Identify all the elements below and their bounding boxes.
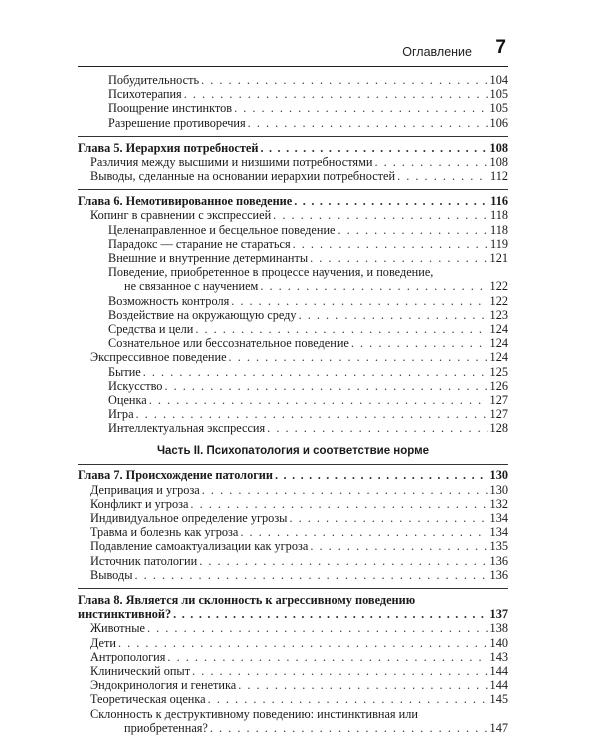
toc-chapter-7[interactable]: Глава 7. Происхождение патологии . . . 130	[78, 469, 508, 483]
toc-entry[interactable]: Дети . . . 140	[78, 636, 508, 650]
toc-entry[interactable]: Средства и цели . . . 124	[78, 322, 508, 336]
toc-chapter-6[interactable]: Глава 6. Немотивированное поведение . . . 116	[78, 194, 508, 208]
toc-entry[interactable]: Воздействие на окружающую среду . . . 123	[78, 308, 508, 322]
toc-entry[interactable]: Искусство . . . 126	[78, 379, 508, 393]
toc-entry[interactable]: Клинический опыт . . . 144	[78, 664, 508, 678]
toc-chapter-5[interactable]: Глава 5. Иерархия потребностей . . . 108	[78, 141, 508, 155]
toc-entry[interactable]: Конфликт и угроза . . . 132	[78, 497, 508, 511]
toc-entry[interactable]: Животные . . . 138	[78, 621, 508, 635]
running-header-title: Оглавление	[402, 45, 472, 59]
toc-entry[interactable]: Копинг в сравнении с экспрессией . . . 118	[78, 209, 508, 223]
toc-entry[interactable]: Бытие . . . 125	[78, 365, 508, 379]
toc-entry[interactable]: не связанное с научением . . . 122	[78, 279, 508, 293]
section-divider	[78, 464, 508, 465]
toc-entry[interactable]: Источник патологии . . . 136	[78, 554, 508, 568]
toc-entry[interactable]: Различия между высшими и низшими потребностями . . . 108	[78, 155, 508, 169]
toc-entry[interactable]: Антропология . . . 143	[78, 650, 508, 664]
toc-entry[interactable]: Подавление самоактуализации как угроза . . . 135	[78, 539, 508, 553]
toc-entry[interactable]: Психотерапия . . . 105	[78, 87, 508, 101]
toc-entry[interactable]: приобретенная? . . . 147	[78, 721, 508, 735]
toc-entry[interactable]: Сознательное или бессознательное поведение . . . 124	[78, 336, 508, 350]
section-divider	[78, 588, 508, 589]
toc-entry[interactable]: Выводы . . . 136	[78, 568, 508, 582]
toc-entry[interactable]: Выводы, сделанные на основании иерархии потребностей . . . 112	[78, 169, 508, 183]
toc-entry[interactable]: Травма и болезнь как угроза . . . 134	[78, 525, 508, 539]
page-number: 7	[495, 37, 506, 58]
toc-entry[interactable]: Возможность контроля . . . 122	[78, 294, 508, 308]
table-of-contents	[78, 73, 508, 735]
toc-entry[interactable]: Разрешение противоречия . . . 106	[78, 116, 508, 130]
section-divider	[78, 189, 508, 190]
toc-entry[interactable]: Депривация и угроза . . . 130	[78, 483, 508, 497]
toc-entry[interactable]: Поощрение инстинктов . . . 105	[78, 101, 508, 115]
toc-entry-wrapped-line[interactable]: Склонность к деструктивному поведению: инстинктивная или	[90, 706, 418, 721]
running-header	[78, 28, 508, 67]
toc-entry[interactable]: Целенаправленное и бесцельное поведение . . . 118	[78, 223, 508, 237]
toc-chapter-8[interactable]: инстинктивной? . . . 137	[78, 607, 508, 621]
toc-entry[interactable]: Теоретическая оценка . . . 145	[78, 692, 508, 706]
section-divider	[78, 136, 508, 137]
toc-chapter-8-title-line[interactable]: Глава 8. Является ли склонность к агрессивному поведению	[78, 593, 416, 607]
toc-entry[interactable]: Игра . . . 127	[78, 407, 508, 421]
toc-entry[interactable]: Эндокринология и генетика . . . 144	[78, 678, 508, 692]
toc-entry[interactable]: Побудительность . . . 104	[78, 73, 508, 87]
toc-entry[interactable]: Экспрессивное поведение . . . 124	[78, 350, 508, 364]
part-heading[interactable]: Часть II. Психопатология и соответствие норме	[156, 444, 430, 457]
toc-entry[interactable]: Интеллектуальная экспрессия . . . 128	[78, 421, 508, 435]
toc-entry[interactable]: Индивидуальное определение угрозы . . . 134	[78, 511, 508, 525]
toc-entry[interactable]: Парадокс — старание не стараться . . . 119	[78, 237, 508, 251]
toc-entry-wrapped-line[interactable]: Поведение, приобретенное в процессе научения, и поведение,	[108, 265, 434, 280]
toc-entry[interactable]: Оценка . . . 127	[78, 393, 508, 407]
toc-entry[interactable]: Внешние и внутренние детерминанты . . . 121	[78, 251, 508, 265]
